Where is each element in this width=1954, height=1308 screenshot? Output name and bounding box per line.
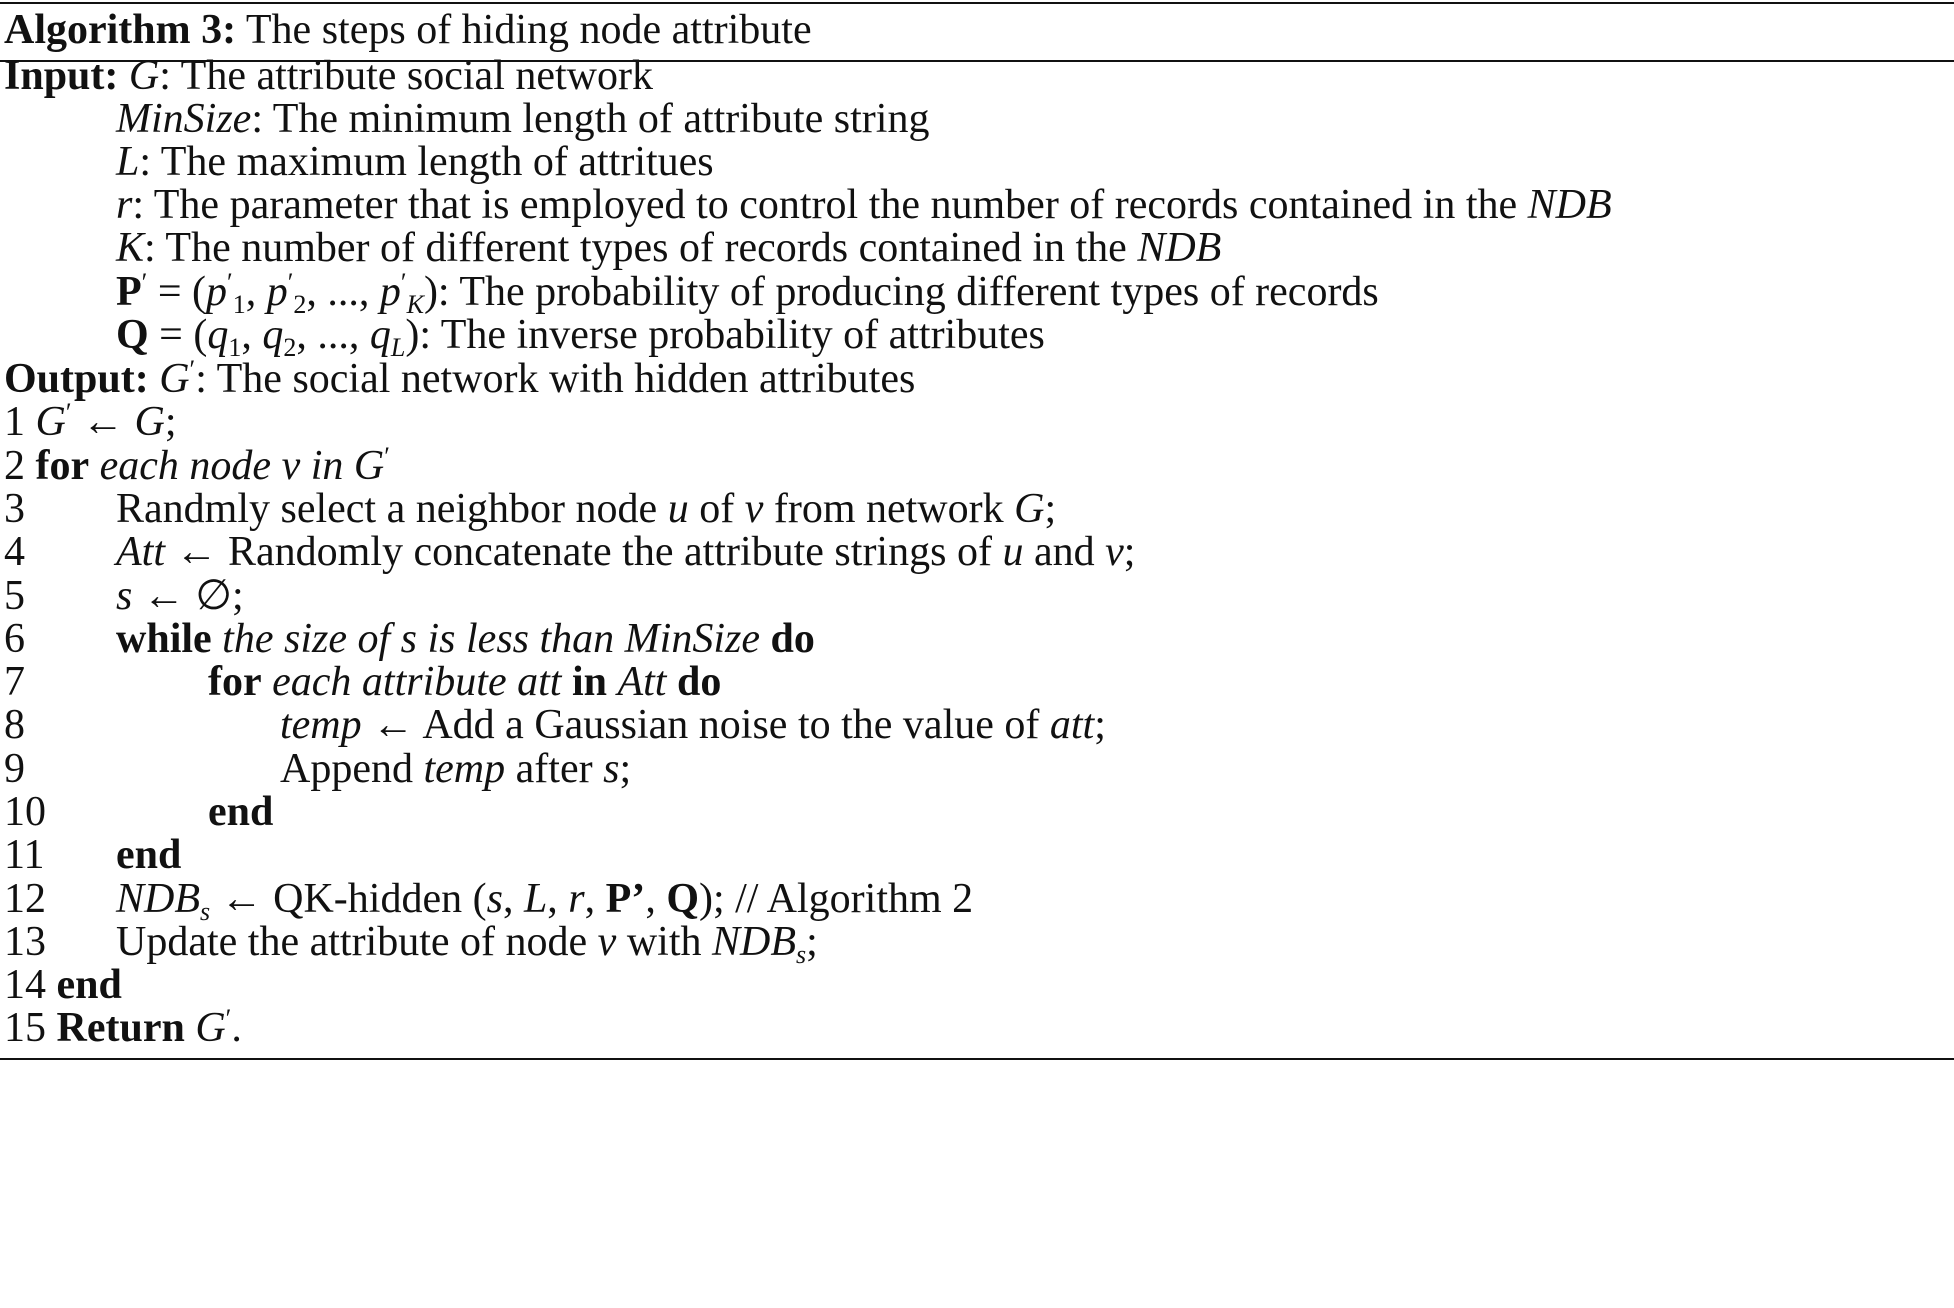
input-desc: : The number of different types of records contained in the [144,225,1138,271]
step-number: 6 [4,616,25,662]
step-13 [116,916,818,968]
step-keyword: while [116,616,212,662]
step-var: u [1002,529,1024,575]
step-text: Randmly select a neighbor node [116,486,668,532]
input-desc: : The parameter that is employed to control the number of records contained in the [132,182,1528,228]
step-text: after [505,746,604,792]
step-var: v [597,919,617,965]
output-sym: G [159,356,190,402]
input-desc: ): The probability of producing different types of records [423,269,1379,315]
step-keyword: end [208,789,274,835]
step-text: of [688,486,745,532]
step-text: ∅; [195,573,244,619]
input-sym: r [116,182,133,228]
step-var: v [1105,529,1124,575]
step-number: 9 [4,746,25,792]
input-tail: NDB [1527,182,1612,228]
step-var: Att [116,529,165,575]
step-2: 2 for each node v in G′ [4,442,390,489]
step-var: temp [423,746,506,792]
output-line: Output: G′: The social network with hidden attributes [4,355,916,402]
input-math: $Q = (q_1$, $q_2$, ..., $q_L$ [116,312,406,362]
step-text: Update the attribute of node [116,919,598,965]
bottom-rule [0,1058,1954,1060]
step-condition: the size of s is less than MinSize [222,616,760,662]
step-number: 1 [4,399,25,445]
step-number: 12 [4,876,46,922]
step-keyword: in [571,659,607,705]
input-label: Input: [4,53,119,99]
step-var: G [1014,486,1045,532]
step-number: 5 [4,573,25,619]
step-number: 8 [4,702,25,748]
step-keyword: for [208,659,262,705]
input-desc: ): The inverse probability of attributes [405,312,1045,358]
step-number: 4 [4,529,25,575]
step-12: $NDB_s$ ← QK-hidden (s, L, r, P’, Q); // Algorithm 2 [116,876,974,926]
step-text: Append [280,746,424,792]
step-var: u [667,486,689,532]
step-5: s ← ∅; [116,573,244,619]
step-math: G′ ← G; [35,398,177,445]
step-number: 15 [4,1005,46,1051]
step-var: NDB [712,919,796,965]
step-text: ; [619,746,632,792]
step-8: temp ← Add a Gaussian noise to the value of att; [280,702,1106,748]
step-text: Randomly concatenate the attribute strings of [228,529,1003,575]
step-text: , [584,876,606,922]
step-number: 2 [4,443,25,489]
algorithm-title: The steps of hiding node attribute [245,7,812,53]
step-text: , [645,876,667,922]
step-keyword: end [56,962,122,1008]
output-desc: : The social network with hidden attributes [195,356,916,402]
step-var: v [744,486,764,532]
step-text: from network [763,486,1015,532]
step-bold: Q [666,876,699,922]
step-number: 7 [4,659,25,705]
step-text: with [616,919,712,965]
step-subscript: s [200,897,211,926]
input-desc: : The attribute social network [159,53,653,99]
step-text: and [1023,529,1106,575]
step-4: Att ← Randomly concatenate the attribute strings of u and v; [116,529,1136,575]
step-number: 10 [4,789,46,835]
step-15: 15 Return G′. [4,1004,242,1051]
step-var: att [1049,702,1095,748]
step-number: 13 [4,919,46,965]
step-number: 3 [4,486,25,532]
input-tail: NDB [1137,225,1222,271]
step-var: NDB [116,876,200,922]
step-text: ; [1123,529,1136,575]
step-text: . [231,1005,242,1051]
step-text: Add a Gaussian noise to the value of [422,702,1050,748]
step-condition: each node v in G [99,443,385,489]
step-var: s [486,876,503,922]
input-math: $P' = (p'_1$, $p'_2$, ..., $p'_K$ [116,268,424,319]
step-number: 11 [4,832,45,878]
step-condition: each attribute att [272,659,562,705]
step-keyword: Return [56,1005,185,1051]
input-sym: K [116,225,145,271]
step-keyword: do [770,616,815,662]
step-number: 14 [4,962,46,1008]
step-var: r [568,876,585,922]
input-sym: L [116,139,140,185]
step-condition: Att [617,659,667,705]
input-sym: MinSize [116,96,252,142]
output-label: Output: [4,356,149,402]
step-keyword: for [35,443,90,489]
step-text: ; [1094,702,1106,748]
step-subscript: s [796,940,807,969]
step-keyword: do [676,659,722,705]
step-text: ; [806,919,818,965]
step-text: QK-hidden ( [273,876,487,922]
step-var: G [195,1005,226,1051]
input-desc: : The maximum length of attritues [139,139,714,185]
step-9 [280,743,631,795]
algorithm-label: Algorithm 3: [4,7,237,53]
step-var: s [603,746,620,792]
step-bold: P’ [605,876,646,922]
step-text: , [547,876,569,922]
algorithm-header [4,4,812,56]
input-desc: : The minimum length of attribute string [251,96,930,142]
step-keyword: end [116,832,182,878]
input-sym: G [128,53,160,99]
step-var: temp [280,702,362,748]
step-var: s [116,573,133,619]
step-text: ; [1044,486,1057,532]
step-var: L [523,876,548,922]
step-10 [208,786,273,838]
step-text: ); // Algorithm 2 [698,876,974,922]
step-text: , [502,876,524,922]
